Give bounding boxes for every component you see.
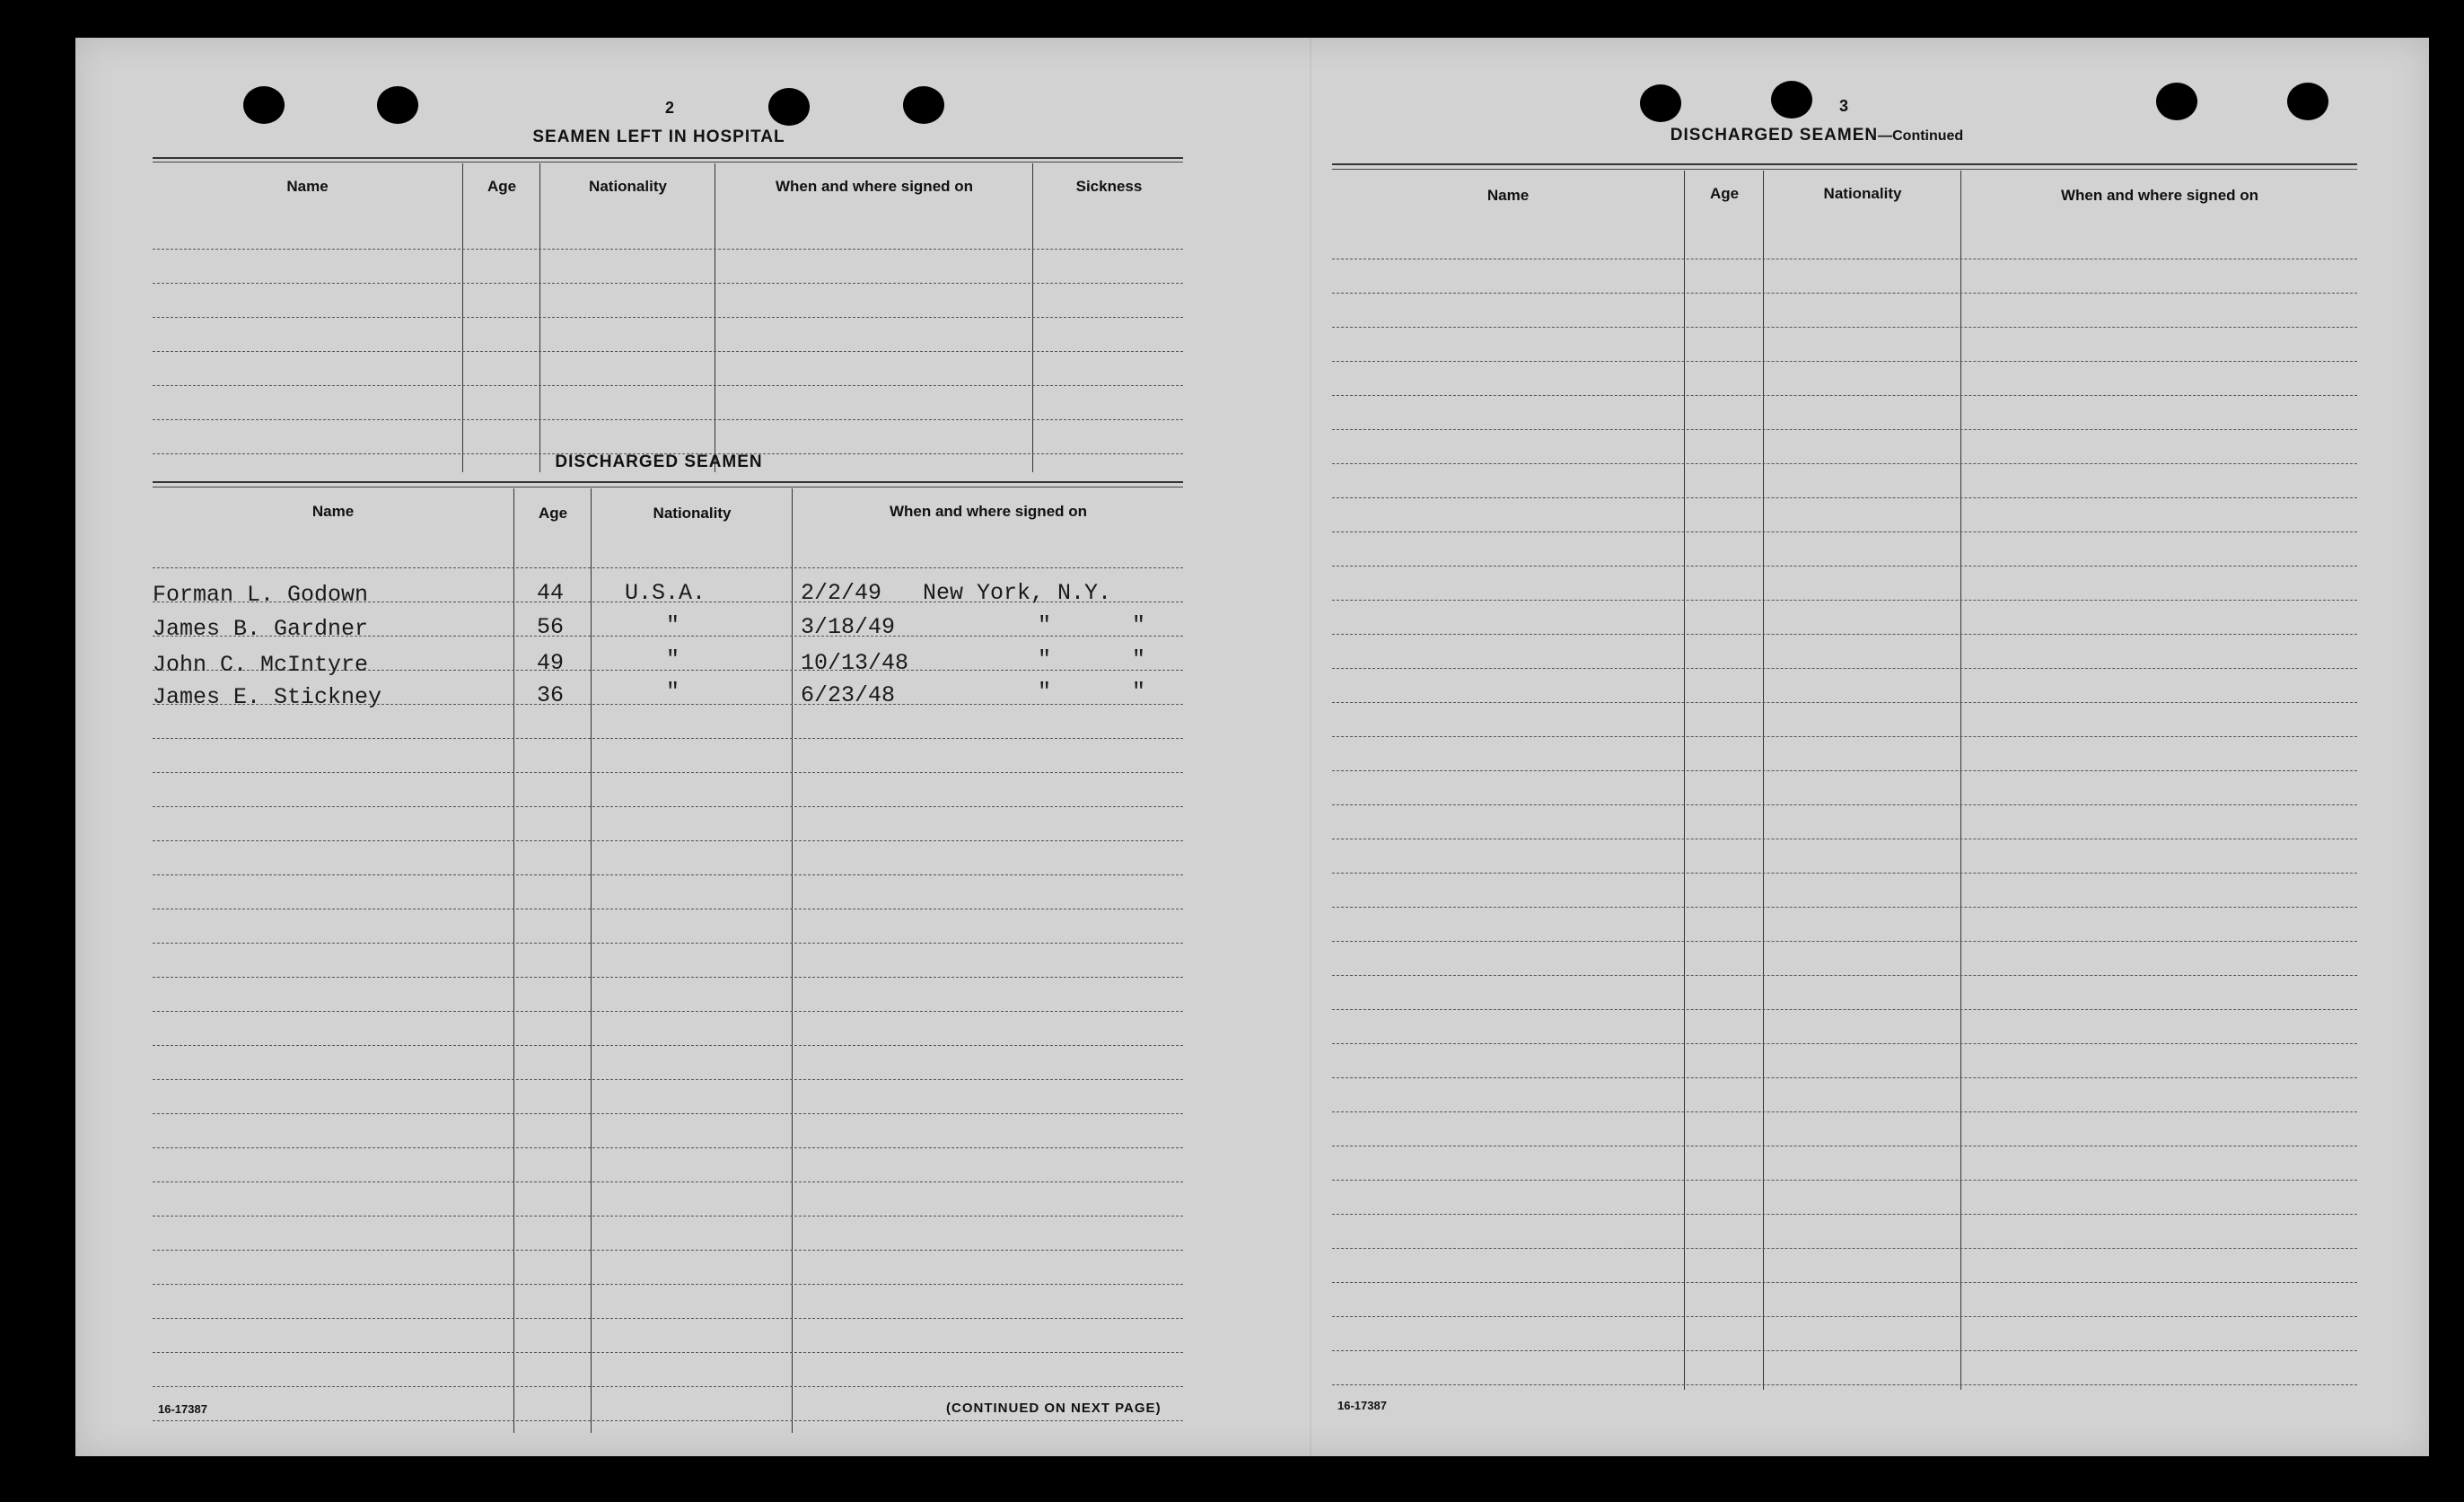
row-line bbox=[1332, 1214, 2357, 1215]
row-line bbox=[153, 1250, 1183, 1251]
seaman-age: 44 bbox=[537, 580, 565, 606]
row-line bbox=[1332, 1384, 2357, 1385]
hospital-table bbox=[153, 163, 1183, 474]
continued-header-nationality: Nationality bbox=[1823, 185, 1902, 202]
row-line bbox=[1332, 1180, 2357, 1181]
row-line bbox=[153, 1011, 1183, 1012]
row-line bbox=[1332, 497, 2357, 498]
discharged-header-signed-on: When and where signed on bbox=[889, 503, 1088, 520]
rule bbox=[153, 481, 1183, 483]
row-line bbox=[153, 317, 1183, 318]
column-divider bbox=[513, 488, 514, 1433]
row-line bbox=[1332, 668, 2357, 669]
seaman-name: James E. Stickney bbox=[153, 684, 382, 710]
punch-hole bbox=[768, 88, 810, 126]
row-line bbox=[153, 249, 1183, 250]
punch-hole bbox=[903, 86, 944, 124]
row-line bbox=[1332, 770, 2357, 771]
row-line bbox=[1332, 566, 2357, 567]
form-number-left: 16-17387 bbox=[158, 1402, 207, 1416]
discharged-section-title: DISCHARGED SEAMEN bbox=[555, 452, 763, 471]
hospital-header-name: Name bbox=[286, 178, 329, 195]
signed-on-date: 6/23/48 bbox=[801, 682, 896, 708]
row-line bbox=[153, 1386, 1183, 1387]
row-line bbox=[1332, 361, 2357, 362]
row-line bbox=[153, 806, 1183, 807]
discharged-table bbox=[153, 488, 1183, 1436]
column-divider bbox=[539, 163, 540, 472]
seaman-nationality: " bbox=[666, 646, 680, 672]
row-line bbox=[1332, 941, 2357, 942]
discharged-continued-title bbox=[1556, 126, 2077, 145]
row-line bbox=[153, 1079, 1183, 1080]
row-line bbox=[153, 567, 1183, 568]
row-line bbox=[153, 1420, 1183, 1421]
row-line bbox=[153, 1113, 1183, 1114]
signed-on-date: 3/18/49 bbox=[801, 614, 896, 640]
rule bbox=[1332, 163, 2357, 165]
row-line bbox=[1332, 1077, 2357, 1078]
hospital-section-title: SEAMEN LEFT IN HOSPITAL bbox=[532, 127, 785, 146]
seaman-name: James B. Gardner bbox=[153, 616, 369, 642]
row-line bbox=[1332, 1043, 2357, 1044]
row-line bbox=[1332, 1282, 2357, 1283]
column-divider bbox=[792, 488, 793, 1433]
punch-hole bbox=[2156, 83, 2197, 120]
row-line bbox=[1332, 600, 2357, 601]
page-fold bbox=[1310, 38, 1311, 1456]
row-line bbox=[1332, 804, 2357, 805]
row-line bbox=[153, 351, 1183, 352]
row-line bbox=[1332, 736, 2357, 737]
seaman-age: 36 bbox=[537, 682, 565, 708]
row-line bbox=[153, 1147, 1183, 1148]
row-line bbox=[1332, 702, 2357, 703]
row-line bbox=[153, 1181, 1183, 1182]
hospital-header-sickness: Sickness bbox=[1075, 178, 1143, 195]
row-line bbox=[1332, 975, 2357, 976]
page-number-right: 3 bbox=[1838, 97, 1848, 115]
row-line bbox=[1332, 873, 2357, 874]
row-line bbox=[1332, 1350, 2357, 1351]
row-line bbox=[1332, 463, 2357, 464]
seaman-name: John C. McIntyre bbox=[153, 652, 369, 678]
continued-header-signed-on: When and where signed on bbox=[2060, 187, 2259, 204]
rule bbox=[1332, 169, 2357, 170]
seaman-age: 56 bbox=[537, 614, 565, 640]
row-line bbox=[1332, 1316, 2357, 1317]
hospital-header-age: Age bbox=[487, 178, 517, 195]
row-line bbox=[1332, 1111, 2357, 1112]
continued-header-name: Name bbox=[1486, 187, 1530, 204]
seaman-nationality: U.S.A. bbox=[625, 580, 706, 606]
row-line bbox=[153, 283, 1183, 284]
row-line bbox=[1332, 634, 2357, 635]
punch-hole bbox=[1771, 81, 1812, 119]
punch-hole bbox=[1640, 84, 1681, 122]
rule bbox=[153, 157, 1183, 159]
title-main: DISCHARGED SEAMEN bbox=[1670, 126, 1879, 145]
row-line bbox=[153, 943, 1183, 944]
row-line bbox=[1332, 1009, 2357, 1010]
seaman-nationality: " bbox=[666, 679, 680, 705]
row-line bbox=[153, 1284, 1183, 1285]
column-divider bbox=[1032, 163, 1033, 472]
signed-on-place: " " bbox=[1038, 679, 1146, 705]
discharged-continued-table bbox=[1332, 171, 2357, 1427]
row-line bbox=[153, 738, 1183, 739]
row-line bbox=[153, 977, 1183, 978]
row-line bbox=[153, 1318, 1183, 1319]
row-line bbox=[153, 1045, 1183, 1046]
signed-on-place: New York, N.Y. bbox=[923, 580, 1112, 606]
column-divider bbox=[1960, 171, 1961, 1390]
punch-hole bbox=[377, 86, 418, 124]
continued-header-age: Age bbox=[1709, 185, 1740, 202]
punch-hole bbox=[2287, 83, 2328, 120]
hospital-header-nationality: Nationality bbox=[589, 178, 667, 195]
row-line bbox=[153, 772, 1183, 773]
discharged-header-age: Age bbox=[538, 505, 568, 522]
row-line bbox=[153, 385, 1183, 386]
row-line bbox=[153, 1352, 1183, 1353]
column-divider bbox=[1763, 171, 1764, 1390]
seaman-nationality: " bbox=[666, 612, 680, 638]
discharged-header-nationality: Nationality bbox=[653, 505, 732, 522]
row-line bbox=[153, 419, 1183, 420]
form-sheet bbox=[75, 38, 2429, 1456]
column-divider bbox=[462, 163, 463, 472]
seaman-name: Forman L. Godown bbox=[153, 582, 369, 608]
signed-on-place: " " bbox=[1038, 612, 1146, 638]
row-line bbox=[1332, 327, 2357, 328]
form-number-right: 16-17387 bbox=[1337, 1399, 1387, 1412]
punch-hole bbox=[243, 86, 285, 124]
row-line bbox=[153, 1216, 1183, 1217]
signed-on-place: " " bbox=[1038, 646, 1146, 672]
discharged-header-name: Name bbox=[311, 503, 355, 520]
column-divider bbox=[591, 488, 592, 1433]
page-number-left: 2 bbox=[664, 99, 674, 117]
title-suffix: —Continued bbox=[1878, 128, 1964, 144]
column-divider bbox=[1684, 171, 1685, 1390]
row-line bbox=[1332, 429, 2357, 430]
hospital-header-signed-on: When and where signed on bbox=[775, 178, 974, 195]
row-line bbox=[1332, 907, 2357, 908]
row-line bbox=[153, 840, 1183, 841]
row-line bbox=[1332, 531, 2357, 532]
continued-note: (CONTINUED ON NEXT PAGE) bbox=[946, 1401, 1162, 1416]
signed-on-date: 2/2/49 bbox=[801, 580, 882, 606]
row-line bbox=[153, 874, 1183, 875]
seaman-age: 49 bbox=[537, 650, 565, 676]
row-line bbox=[1332, 395, 2357, 396]
row-line bbox=[1332, 1248, 2357, 1249]
signed-on-date: 10/13/48 bbox=[801, 650, 909, 676]
row-line bbox=[1332, 293, 2357, 294]
